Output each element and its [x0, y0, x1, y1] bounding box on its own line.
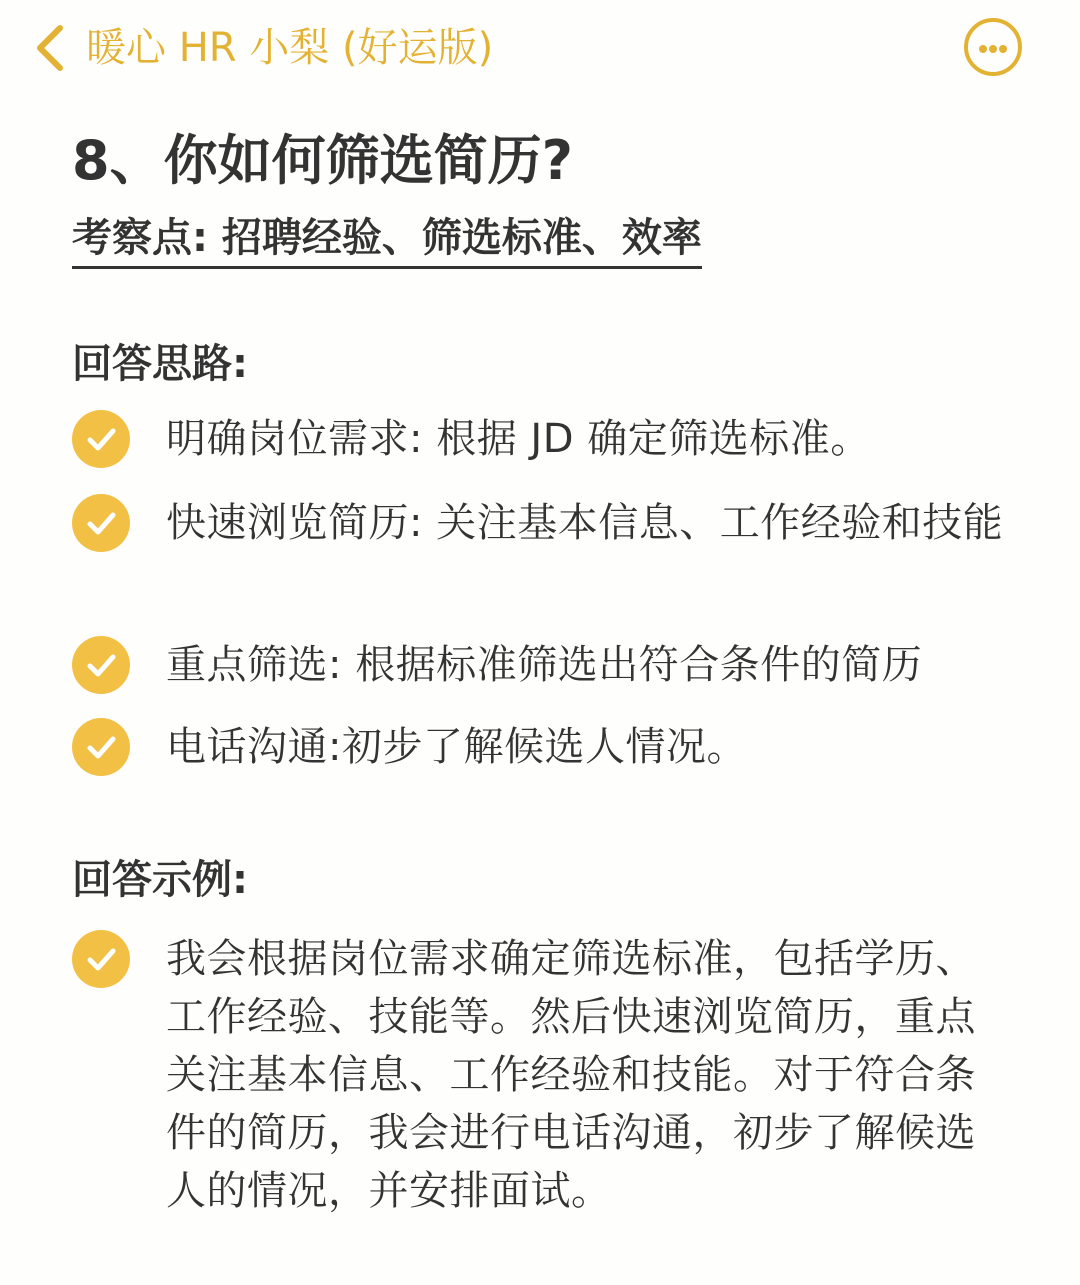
- approach-heading: 回答思路:: [72, 341, 248, 387]
- checkmark-icon: [72, 718, 130, 776]
- nav-title: 暖心 HR 小梨 (好运版): [86, 25, 494, 71]
- more-options-button[interactable]: [964, 18, 1022, 76]
- list-item-text: 电话沟通:初步了解候选人情况。: [166, 724, 747, 770]
- example-heading: 回答示例:: [72, 857, 248, 903]
- list-item-text: 明确岗位需求: 根据 JD 确定筛选标准。: [166, 416, 871, 462]
- checkmark-icon: [72, 494, 130, 552]
- checkmark-icon: [72, 636, 130, 694]
- back-button[interactable]: [26, 18, 78, 78]
- more-dot: [999, 45, 1007, 53]
- list-item-text: 快速浏览简历: 关注基本信息、工作经验和技能: [166, 500, 1004, 546]
- checkmark-icon: [72, 410, 130, 468]
- more-horizontal-icon: [979, 45, 987, 53]
- focus-points: 考察点: 招聘经验、筛选标准、效率: [72, 210, 702, 269]
- list-item-text: 重点筛选: 根据标准筛选出符合条件的简历: [166, 642, 923, 688]
- checkmark-icon: [72, 930, 130, 988]
- list-item-text: 我会根据岗位需求确定筛选标准，包括学历、工作经验、技能等。然后快速浏览简历，重点关注基本信息、工作经验和技能。对于符合条件的简历，我会进行电话沟通，初步了解候选人的情况，并安排面试。: [166, 936, 976, 1214]
- more-dot: [989, 45, 997, 53]
- nav-bar: [0, 0, 1080, 96]
- question-title: 8、你如何筛选简历?: [72, 129, 573, 192]
- chevron-left-icon: [26, 18, 78, 78]
